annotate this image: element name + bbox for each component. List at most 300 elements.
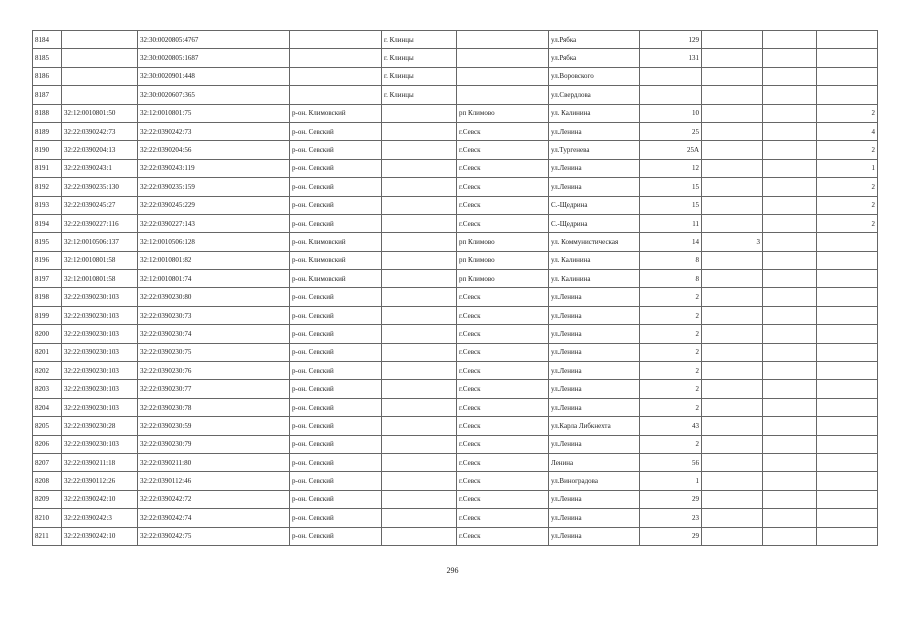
cell-column-11 xyxy=(817,362,878,380)
cell-column-10 xyxy=(763,196,817,214)
cell-cadastral-number: 32:22:0390230:76 xyxy=(138,362,290,380)
cell-house-number: 2 xyxy=(640,343,702,361)
cell-column-11 xyxy=(817,472,878,490)
cell-column-11 xyxy=(817,490,878,508)
cell-street: ул.Виноградова xyxy=(549,472,640,490)
cell-column-9 xyxy=(702,472,763,490)
cell-column-10 xyxy=(763,31,817,49)
cell-street: ул.Ленина xyxy=(549,343,640,361)
cell-column-9 xyxy=(702,343,763,361)
cell-district xyxy=(290,86,382,104)
cell-old-cadastral-number xyxy=(62,86,138,104)
cell-district: р-он. Севский xyxy=(290,343,382,361)
cell-old-cadastral-number: 32:22:0390230:28 xyxy=(62,417,138,435)
table-row xyxy=(33,270,878,288)
cell-column-9 xyxy=(702,509,763,527)
cell-old-cadastral-number: 32:22:0390211:18 xyxy=(62,453,138,471)
cell-column-10 xyxy=(763,325,817,343)
cell-district: р-он. Севский xyxy=(290,490,382,508)
cell-old-cadastral-number: 32:12:0010801:58 xyxy=(62,270,138,288)
cell-settlement: г.Севск xyxy=(457,325,549,343)
cell-column-11 xyxy=(817,343,878,361)
cell-old-cadastral-number: 32:22:0390230:103 xyxy=(62,343,138,361)
cell-column-11 xyxy=(817,509,878,527)
cell-city xyxy=(382,435,457,453)
table-row xyxy=(33,233,878,251)
cell-column-9 xyxy=(702,417,763,435)
table-row xyxy=(33,178,878,196)
cell-column-9 xyxy=(702,67,763,85)
cell-old-cadastral-number: 32:22:0390230:103 xyxy=(62,435,138,453)
cell-settlement: г.Севск xyxy=(457,362,549,380)
cell-column-9 xyxy=(702,306,763,324)
cell-street: ул. Калинина xyxy=(549,104,640,122)
cell-house-number: 15 xyxy=(640,196,702,214)
cell-row-number: 8191 xyxy=(33,159,62,177)
cell-column-10 xyxy=(763,380,817,398)
cell-house-number: 2 xyxy=(640,325,702,343)
table-row xyxy=(33,196,878,214)
cell-district: р-он. Севский xyxy=(290,288,382,306)
cell-settlement: г.Севск xyxy=(457,527,549,545)
cell-street: ул.Воровского xyxy=(549,67,640,85)
cell-row-number: 8200 xyxy=(33,325,62,343)
cell-cadastral-number: 32:22:0390242:73 xyxy=(138,122,290,140)
cell-column-11 xyxy=(817,527,878,545)
cell-district: р-он. Севский xyxy=(290,122,382,140)
cell-house-number: 29 xyxy=(640,527,702,545)
cell-district xyxy=(290,49,382,67)
cell-column-11 xyxy=(817,233,878,251)
cell-column-11 xyxy=(817,31,878,49)
cell-house-number xyxy=(640,86,702,104)
cell-old-cadastral-number: 32:12:0010506:137 xyxy=(62,233,138,251)
cell-cadastral-number: 32:22:0390230:79 xyxy=(138,435,290,453)
cell-column-11 xyxy=(817,306,878,324)
cell-column-11 xyxy=(817,251,878,269)
cell-old-cadastral-number: 32:22:0390242:3 xyxy=(62,509,138,527)
cell-settlement: г.Севск xyxy=(457,490,549,508)
cell-district: р-он. Климовский xyxy=(290,251,382,269)
cell-cadastral-number: 32:12:0010506:128 xyxy=(138,233,290,251)
cell-settlement: рп Климово xyxy=(457,233,549,251)
cell-cadastral-number: 32:12:0010801:82 xyxy=(138,251,290,269)
cell-column-11 xyxy=(817,67,878,85)
cell-city: г. Клинцы xyxy=(382,31,457,49)
cell-column-11 xyxy=(817,288,878,306)
cell-column-11 xyxy=(817,86,878,104)
cell-column-11: 2 xyxy=(817,178,878,196)
cell-house-number: 131 xyxy=(640,49,702,67)
cell-house-number: 10 xyxy=(640,104,702,122)
table-row xyxy=(33,435,878,453)
cell-cadastral-number: 32:22:0390230:78 xyxy=(138,398,290,416)
cell-column-9 xyxy=(702,270,763,288)
cell-old-cadastral-number: 32:22:0390243:1 xyxy=(62,159,138,177)
cell-district: р-он. Севский xyxy=(290,380,382,398)
cell-column-11 xyxy=(817,325,878,343)
cell-city xyxy=(382,178,457,196)
cell-column-9 xyxy=(702,380,763,398)
cell-old-cadastral-number xyxy=(62,49,138,67)
cell-street: ул.Ленина xyxy=(549,325,640,343)
cell-cadastral-number: 32:22:0390235:159 xyxy=(138,178,290,196)
cell-row-number: 8207 xyxy=(33,453,62,471)
cell-city: г. Клинцы xyxy=(382,49,457,67)
cell-old-cadastral-number: 32:22:0390230:103 xyxy=(62,398,138,416)
cell-house-number: 25А xyxy=(640,141,702,159)
cell-row-number: 8209 xyxy=(33,490,62,508)
cell-city xyxy=(382,325,457,343)
cell-column-11 xyxy=(817,270,878,288)
cell-old-cadastral-number: 32:22:0390242:10 xyxy=(62,527,138,545)
cell-district: р-он. Севский xyxy=(290,214,382,232)
table-row xyxy=(33,343,878,361)
cell-column-10 xyxy=(763,472,817,490)
cell-column-11 xyxy=(817,380,878,398)
cell-row-number: 8202 xyxy=(33,362,62,380)
cell-column-10 xyxy=(763,527,817,545)
cell-row-number: 8210 xyxy=(33,509,62,527)
cell-row-number: 8199 xyxy=(33,306,62,324)
table-row xyxy=(33,159,878,177)
cell-row-number: 8201 xyxy=(33,343,62,361)
cell-street: ул.Ленина xyxy=(549,159,640,177)
cell-street: ул.Ленина xyxy=(549,306,640,324)
cell-district: р-он. Севский xyxy=(290,527,382,545)
cell-column-9 xyxy=(702,86,763,104)
cell-house-number: 25 xyxy=(640,122,702,140)
table-row xyxy=(33,67,878,85)
cell-city xyxy=(382,343,457,361)
cell-street: ул. Калинина xyxy=(549,270,640,288)
cell-column-10 xyxy=(763,251,817,269)
cell-old-cadastral-number: 32:22:0390230:103 xyxy=(62,288,138,306)
cell-city xyxy=(382,306,457,324)
cell-district: р-он. Севский xyxy=(290,453,382,471)
cell-row-number: 8197 xyxy=(33,270,62,288)
cell-city xyxy=(382,362,457,380)
cell-street: ул.Ленина xyxy=(549,122,640,140)
cell-column-10 xyxy=(763,49,817,67)
cell-column-10 xyxy=(763,417,817,435)
cell-column-10 xyxy=(763,141,817,159)
cell-old-cadastral-number: 32:22:0390235:130 xyxy=(62,178,138,196)
cell-house-number: 29 xyxy=(640,490,702,508)
cell-street: ул.Рябка xyxy=(549,49,640,67)
cell-row-number: 8198 xyxy=(33,288,62,306)
table-row xyxy=(33,86,878,104)
cell-street: ул.Ленина xyxy=(549,362,640,380)
cell-cadastral-number: 32:22:0390204:56 xyxy=(138,141,290,159)
table-row xyxy=(33,362,878,380)
cell-column-10 xyxy=(763,306,817,324)
cell-column-10 xyxy=(763,104,817,122)
cell-row-number: 8186 xyxy=(33,67,62,85)
cell-house-number: 14 xyxy=(640,233,702,251)
cell-row-number: 8205 xyxy=(33,417,62,435)
cell-column-10 xyxy=(763,86,817,104)
cell-column-9 xyxy=(702,141,763,159)
table-row xyxy=(33,472,878,490)
cell-city xyxy=(382,417,457,435)
cell-cadastral-number: 32:22:0390242:74 xyxy=(138,509,290,527)
table-row xyxy=(33,288,878,306)
cell-district: р-он. Севский xyxy=(290,472,382,490)
cell-street: Ленина xyxy=(549,453,640,471)
cell-settlement: г.Севск xyxy=(457,435,549,453)
cell-city xyxy=(382,233,457,251)
cell-column-10 xyxy=(763,122,817,140)
cell-old-cadastral-number: 32:12:0010801:50 xyxy=(62,104,138,122)
cell-row-number: 8193 xyxy=(33,196,62,214)
cell-street: ул.Ленина xyxy=(549,380,640,398)
cell-city xyxy=(382,380,457,398)
cell-city xyxy=(382,490,457,508)
cell-cadastral-number: 32:12:0010801:75 xyxy=(138,104,290,122)
cell-house-number: 129 xyxy=(640,31,702,49)
cell-row-number: 8195 xyxy=(33,233,62,251)
cell-city xyxy=(382,141,457,159)
cell-column-9 xyxy=(702,362,763,380)
cell-house-number: 12 xyxy=(640,159,702,177)
cell-cadastral-number: 32:22:0390230:80 xyxy=(138,288,290,306)
cell-district: р-он. Севский xyxy=(290,141,382,159)
registry-table xyxy=(32,30,878,546)
cell-column-11: 2 xyxy=(817,141,878,159)
cell-house-number: 23 xyxy=(640,509,702,527)
cell-old-cadastral-number: 32:22:0390245:27 xyxy=(62,196,138,214)
cell-house-number: 11 xyxy=(640,214,702,232)
cell-city xyxy=(382,270,457,288)
cell-row-number: 8189 xyxy=(33,122,62,140)
cell-row-number: 8192 xyxy=(33,178,62,196)
cell-old-cadastral-number: 32:22:0390230:103 xyxy=(62,306,138,324)
table-row xyxy=(33,122,878,140)
cell-cadastral-number: 32:12:0010801:74 xyxy=(138,270,290,288)
cell-column-9 xyxy=(702,288,763,306)
cell-house-number: 56 xyxy=(640,453,702,471)
cell-district: р-он. Севский xyxy=(290,417,382,435)
cell-street: С.-Щедрина xyxy=(549,214,640,232)
cell-column-11 xyxy=(817,417,878,435)
cell-column-9 xyxy=(702,251,763,269)
cell-column-9 xyxy=(702,325,763,343)
table-row xyxy=(33,214,878,232)
cell-cadastral-number: 32:22:0390245:229 xyxy=(138,196,290,214)
cell-city xyxy=(382,122,457,140)
cell-row-number: 8190 xyxy=(33,141,62,159)
cell-street: ул.Ленина xyxy=(549,509,640,527)
cell-city xyxy=(382,159,457,177)
cell-house-number: 43 xyxy=(640,417,702,435)
cell-row-number: 8194 xyxy=(33,214,62,232)
cell-old-cadastral-number xyxy=(62,31,138,49)
cell-settlement: г.Севск xyxy=(457,214,549,232)
cell-district: р-он. Севский xyxy=(290,196,382,214)
cell-street: ул.Ленина xyxy=(549,490,640,508)
cell-column-10 xyxy=(763,453,817,471)
cell-column-9 xyxy=(702,104,763,122)
table-row xyxy=(33,325,878,343)
table-body xyxy=(33,31,878,546)
cell-district: р-он. Севский xyxy=(290,325,382,343)
cell-row-number: 8187 xyxy=(33,86,62,104)
cell-row-number: 8196 xyxy=(33,251,62,269)
cell-city xyxy=(382,104,457,122)
cell-settlement xyxy=(457,67,549,85)
cell-street: ул.Ленина xyxy=(549,288,640,306)
cell-column-9 xyxy=(702,527,763,545)
cell-column-10 xyxy=(763,159,817,177)
cell-cadastral-number: 32:22:0390230:74 xyxy=(138,325,290,343)
cell-column-9 xyxy=(702,214,763,232)
cell-cadastral-number: 32:30:0020901:448 xyxy=(138,67,290,85)
cell-column-11: 2 xyxy=(817,196,878,214)
cell-street: ул.Свердлова xyxy=(549,86,640,104)
cell-row-number: 8204 xyxy=(33,398,62,416)
cell-cadastral-number: 32:22:0390230:73 xyxy=(138,306,290,324)
cell-old-cadastral-number: 32:12:0010801:58 xyxy=(62,251,138,269)
cell-cadastral-number: 32:22:0390230:77 xyxy=(138,380,290,398)
cell-column-10 xyxy=(763,509,817,527)
cell-house-number: 15 xyxy=(640,178,702,196)
cell-house-number: 2 xyxy=(640,435,702,453)
cell-settlement: г.Севск xyxy=(457,380,549,398)
cell-street: ул. Калинина xyxy=(549,251,640,269)
cell-cadastral-number: 32:22:0390243:119 xyxy=(138,159,290,177)
cell-old-cadastral-number: 32:22:0390230:103 xyxy=(62,380,138,398)
cell-settlement xyxy=(457,31,549,49)
table-row xyxy=(33,490,878,508)
cell-settlement: г.Севск xyxy=(457,453,549,471)
cell-column-11: 4 xyxy=(817,122,878,140)
cell-cadastral-number: 32:22:0390211:80 xyxy=(138,453,290,471)
cell-old-cadastral-number: 32:22:0390242:10 xyxy=(62,490,138,508)
page-number: 296 xyxy=(446,566,459,575)
cell-column-10 xyxy=(763,288,817,306)
cell-column-10 xyxy=(763,362,817,380)
table-row xyxy=(33,104,878,122)
cell-column-10 xyxy=(763,233,817,251)
cell-house-number: 2 xyxy=(640,398,702,416)
cell-column-11: 2 xyxy=(817,104,878,122)
cell-old-cadastral-number: 32:22:0390230:103 xyxy=(62,362,138,380)
cell-city xyxy=(382,214,457,232)
cell-column-9 xyxy=(702,453,763,471)
cell-column-9 xyxy=(702,49,763,67)
cell-street: ул.Ленина xyxy=(549,398,640,416)
cell-city: г. Клинцы xyxy=(382,67,457,85)
cell-settlement: рп Климово xyxy=(457,270,549,288)
table-row xyxy=(33,509,878,527)
cell-settlement xyxy=(457,49,549,67)
cell-street: С.-Щедрина xyxy=(549,196,640,214)
cell-column-10 xyxy=(763,343,817,361)
cell-row-number: 8185 xyxy=(33,49,62,67)
cell-house-number: 8 xyxy=(640,251,702,269)
cell-settlement: г.Севск xyxy=(457,306,549,324)
cell-district: р-он. Севский xyxy=(290,398,382,416)
cell-street: ул. Коммунистическая xyxy=(549,233,640,251)
cell-cadastral-number: 32:22:0390230:75 xyxy=(138,343,290,361)
cell-settlement: г.Севск xyxy=(457,122,549,140)
cell-column-11 xyxy=(817,435,878,453)
cell-cadastral-number: 32:30:0020805:1687 xyxy=(138,49,290,67)
cell-settlement: г.Севск xyxy=(457,417,549,435)
table-row xyxy=(33,141,878,159)
cell-settlement: г.Севск xyxy=(457,509,549,527)
cell-house-number: 8 xyxy=(640,270,702,288)
cell-city xyxy=(382,472,457,490)
cell-column-10 xyxy=(763,398,817,416)
cell-street: ул.Тургенева xyxy=(549,141,640,159)
table-row xyxy=(33,453,878,471)
cell-settlement: г.Севск xyxy=(457,288,549,306)
cell-house-number: 2 xyxy=(640,362,702,380)
cell-column-10 xyxy=(763,270,817,288)
cell-settlement: рп Климово xyxy=(457,251,549,269)
cell-column-10 xyxy=(763,435,817,453)
cell-cadastral-number: 32:22:0390230:59 xyxy=(138,417,290,435)
cell-settlement: г.Севск xyxy=(457,141,549,159)
cell-column-10 xyxy=(763,490,817,508)
cell-district: р-он. Климовский xyxy=(290,233,382,251)
cell-column-11 xyxy=(817,49,878,67)
cell-city xyxy=(382,251,457,269)
cell-settlement: г.Севск xyxy=(457,178,549,196)
cell-column-11 xyxy=(817,453,878,471)
cell-column-10 xyxy=(763,178,817,196)
cell-old-cadastral-number xyxy=(62,67,138,85)
cell-column-11: 1 xyxy=(817,159,878,177)
cell-cadastral-number: 32:30:0020805:4767 xyxy=(138,31,290,49)
cell-house-number: 2 xyxy=(640,306,702,324)
cell-street: ул.Ленина xyxy=(549,435,640,453)
cell-column-10 xyxy=(763,67,817,85)
cell-city xyxy=(382,398,457,416)
table-row xyxy=(33,527,878,545)
cell-row-number: 8208 xyxy=(33,472,62,490)
cell-district: р-он. Севский xyxy=(290,159,382,177)
cell-street: ул.Карла Либкнехта xyxy=(549,417,640,435)
cell-column-9 xyxy=(702,490,763,508)
cell-settlement: г.Севск xyxy=(457,398,549,416)
cell-column-9: 3 xyxy=(702,233,763,251)
cell-row-number: 8184 xyxy=(33,31,62,49)
cell-street: ул.Ленина xyxy=(549,527,640,545)
cell-settlement: г.Севск xyxy=(457,159,549,177)
cell-settlement: рп Климово xyxy=(457,104,549,122)
cell-cadastral-number: 32:30:0020607:365 xyxy=(138,86,290,104)
cell-district: р-он. Климовский xyxy=(290,104,382,122)
cell-row-number: 8211 xyxy=(33,527,62,545)
cell-house-number: 2 xyxy=(640,288,702,306)
cell-city xyxy=(382,196,457,214)
cell-cadastral-number: 32:22:0390242:72 xyxy=(138,490,290,508)
cell-city xyxy=(382,288,457,306)
cell-old-cadastral-number: 32:22:0390204:13 xyxy=(62,141,138,159)
table-row xyxy=(33,31,878,49)
cell-old-cadastral-number: 32:22:0390227:116 xyxy=(62,214,138,232)
cell-column-9 xyxy=(702,398,763,416)
cell-cadastral-number: 32:22:0390112:46 xyxy=(138,472,290,490)
cell-district: р-он. Севский xyxy=(290,362,382,380)
cell-city xyxy=(382,527,457,545)
cell-row-number: 8206 xyxy=(33,435,62,453)
cell-old-cadastral-number: 32:22:0390242:73 xyxy=(62,122,138,140)
cell-column-9 xyxy=(702,31,763,49)
